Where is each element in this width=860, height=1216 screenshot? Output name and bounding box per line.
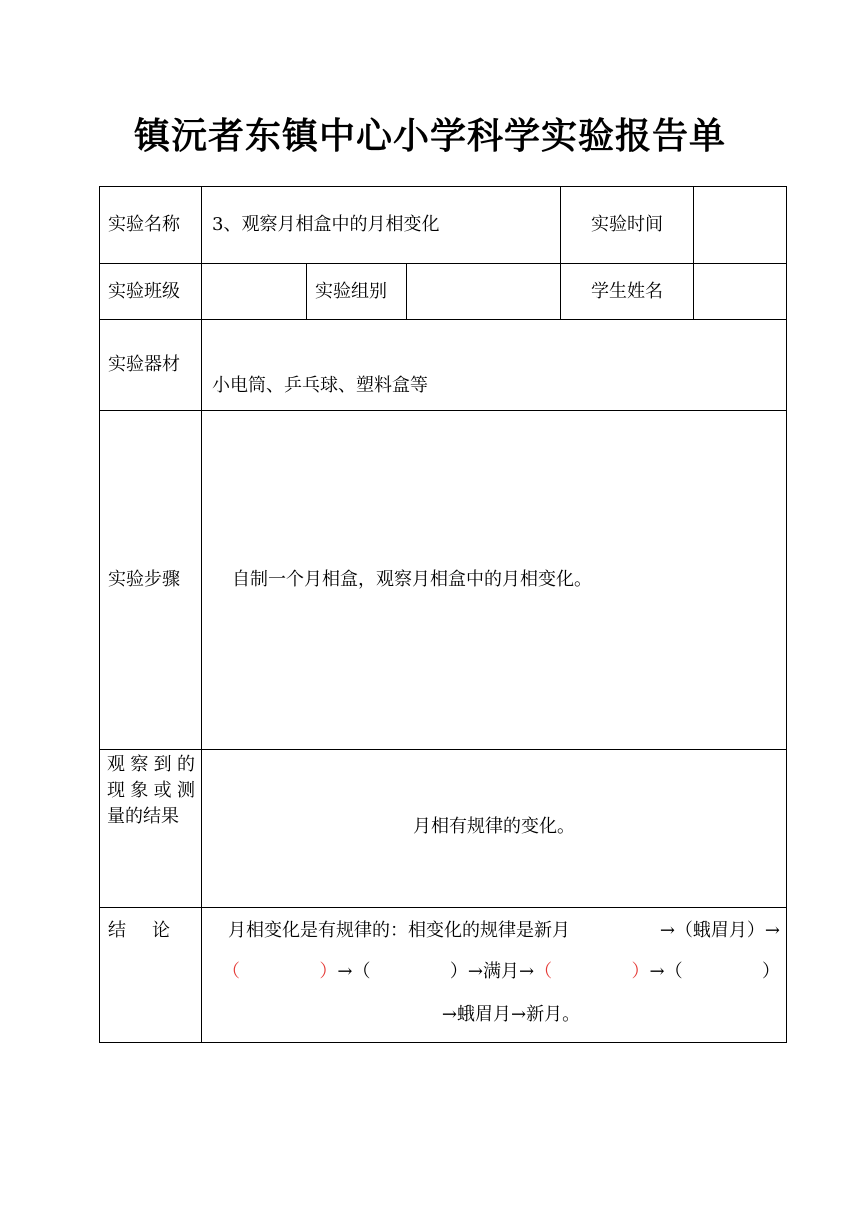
value-steps[interactable] bbox=[202, 411, 787, 750]
label-observation-line3: 量的结果 bbox=[107, 806, 179, 827]
label-observation-line1: 观察到的 bbox=[107, 754, 195, 775]
row-equipment bbox=[100, 320, 787, 411]
report-table bbox=[99, 186, 787, 1043]
label-observation-line2: 现象或测 bbox=[107, 780, 195, 801]
value-class[interactable] bbox=[202, 264, 307, 320]
value-equipment[interactable]: 小电筒、乒乓球、塑料盒等 bbox=[202, 320, 787, 411]
conclusion-line1 bbox=[222, 918, 780, 943]
value-experiment-time[interactable] bbox=[694, 187, 787, 264]
row-experiment-name bbox=[100, 187, 787, 264]
value-conclusion[interactable] bbox=[202, 908, 787, 1043]
blank4-close-bracket: ） bbox=[761, 961, 780, 983]
arrow-to-blank2: →（ bbox=[337, 961, 371, 983]
document-title: 镇沅者东镇中心小学科学实验报告单 bbox=[133, 116, 726, 157]
value-observation[interactable] bbox=[202, 750, 787, 908]
blank1-close-bracket: ） bbox=[319, 961, 338, 983]
conclusion-line3: →蛾眉月→新月。 bbox=[441, 1004, 581, 1026]
label-equipment: 实验器材 bbox=[100, 320, 202, 411]
label-conclusion-char2: 论 bbox=[152, 920, 170, 941]
blank2-close-full-moon: ）→满月→ bbox=[449, 961, 535, 983]
label-observation bbox=[100, 750, 202, 908]
blank3-close-bracket: ） bbox=[631, 961, 650, 983]
label-student-name: 学生姓名 bbox=[561, 264, 694, 320]
conclusion-line2 bbox=[222, 959, 780, 984]
row-steps bbox=[100, 411, 787, 750]
value-student-name[interactable] bbox=[694, 264, 787, 320]
label-class: 实验班级 bbox=[100, 264, 202, 320]
row-class-group-student bbox=[100, 264, 787, 320]
blank1-open-bracket: （ bbox=[222, 961, 240, 983]
label-steps: 实验步骤 bbox=[100, 411, 202, 750]
label-conclusion-char1: 结 bbox=[108, 920, 126, 941]
conclusion-line1-tail: →（蛾眉月）→ bbox=[659, 920, 780, 941]
row-observation bbox=[100, 750, 787, 908]
label-experiment-time: 实验时间 bbox=[561, 187, 694, 264]
steps-text: 自制一个月相盒，观察月相盒中的月相变化。 bbox=[232, 569, 592, 590]
observation-text: 月相有规律的变化。 bbox=[413, 816, 575, 837]
value-experiment-name[interactable]: 3、观察月相盒中的月相变化 bbox=[202, 187, 561, 264]
label-group: 实验组别 bbox=[307, 264, 407, 320]
arrow-to-blank4: →（ bbox=[649, 961, 683, 983]
label-conclusion bbox=[100, 908, 202, 1043]
row-conclusion bbox=[100, 908, 787, 1043]
blank3-open-bracket: （ bbox=[534, 961, 553, 983]
label-experiment-name: 实验名称 bbox=[100, 187, 202, 264]
value-group[interactable] bbox=[407, 264, 561, 320]
conclusion-line1-text: 月相变化是有规律的：相变化的规律是新月 bbox=[228, 920, 570, 941]
